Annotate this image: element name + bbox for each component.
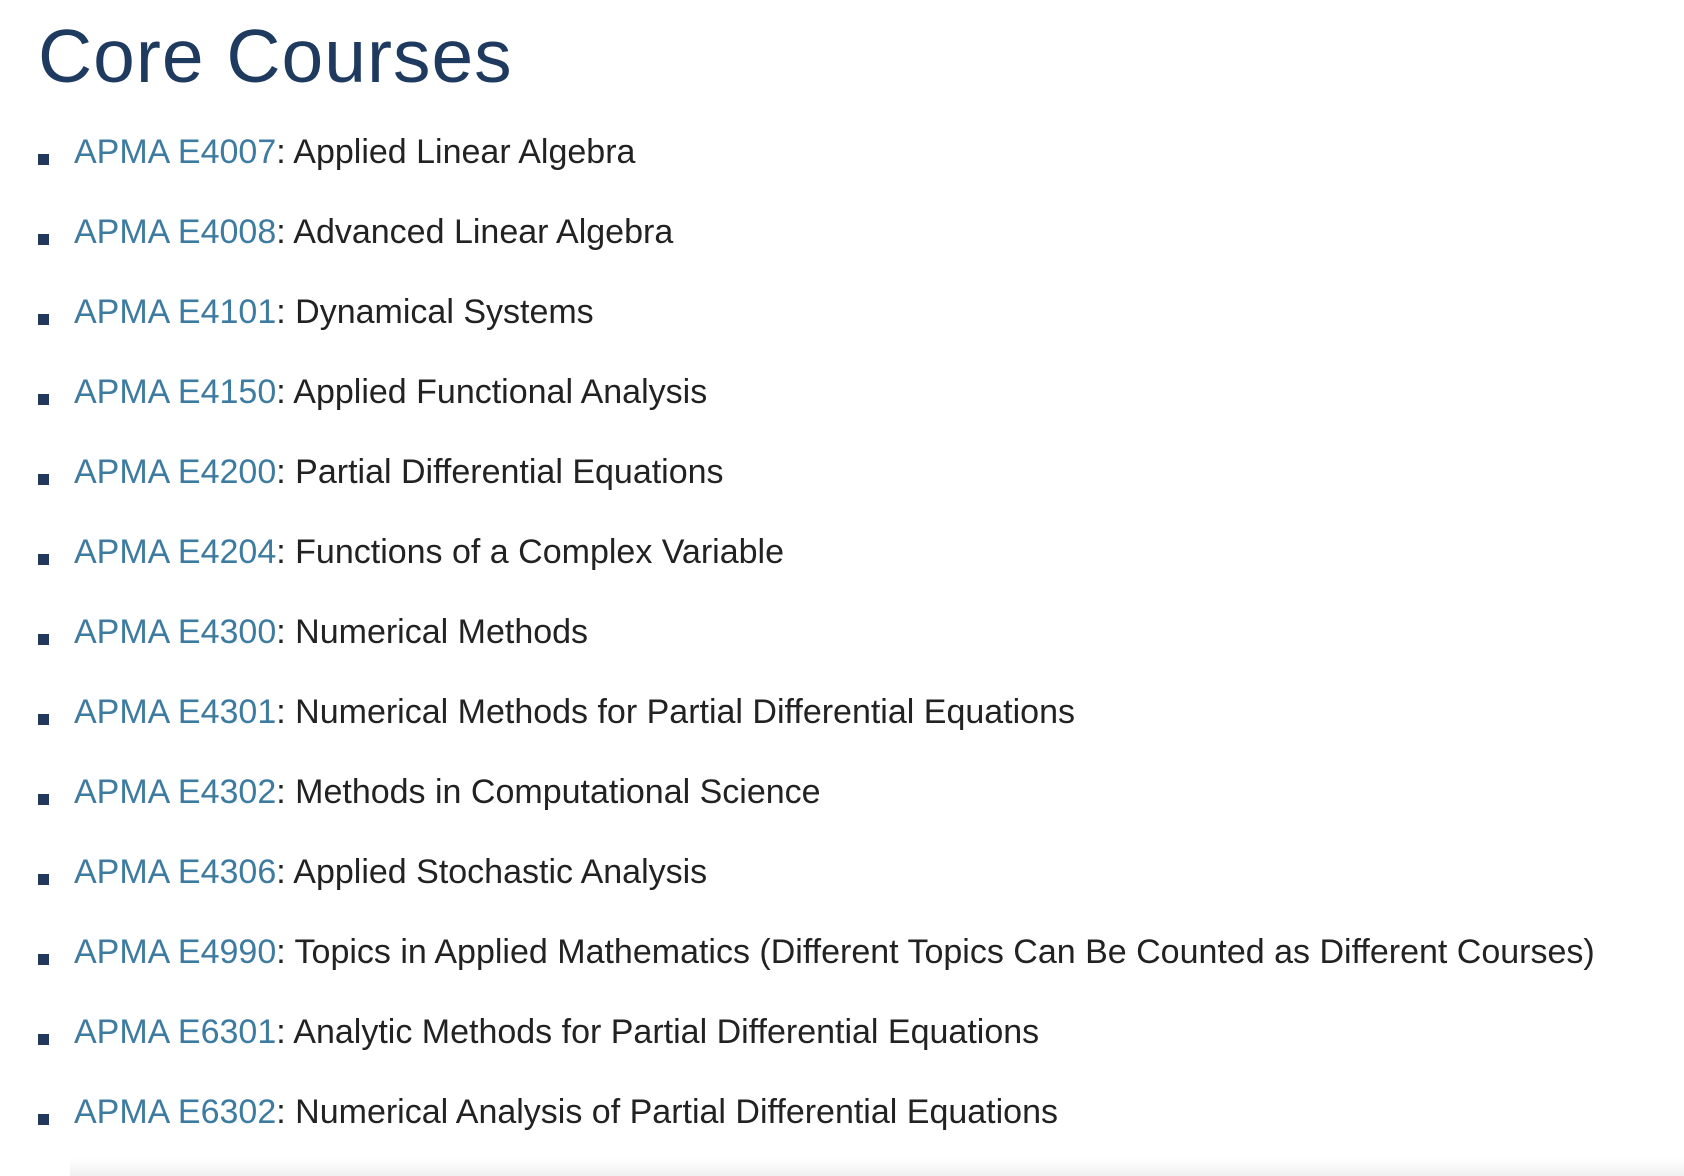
bullet-icon <box>38 714 49 725</box>
separator: : <box>276 693 296 731</box>
course-item <box>38 1072 1595 1152</box>
course-item <box>38 272 1595 352</box>
course-item <box>38 592 1595 672</box>
course-code-link[interactable]: APMA E4204 <box>74 533 277 571</box>
course-list <box>38 112 1595 1152</box>
course-code-link[interactable]: APMA E4306 <box>74 853 277 891</box>
course-code-link[interactable]: APMA E4302 <box>74 773 277 811</box>
bottom-divider <box>70 1158 1684 1176</box>
course-code-link[interactable]: APMA E4007 <box>74 133 277 171</box>
separator: : <box>276 613 296 651</box>
separator: : <box>276 1013 294 1051</box>
course-item <box>38 512 1595 592</box>
course-code-link[interactable]: APMA E4301 <box>74 693 277 731</box>
course-code-link[interactable]: APMA E6301 <box>74 1013 277 1051</box>
course-code-link[interactable]: APMA E4300 <box>74 613 277 651</box>
bullet-icon <box>38 954 49 965</box>
course-item <box>38 432 1595 512</box>
separator: : <box>276 533 296 571</box>
course-name: Dynamical Systems <box>295 293 594 331</box>
separator: : <box>276 933 295 971</box>
course-item <box>38 992 1595 1072</box>
course-item <box>38 352 1595 432</box>
separator: : <box>276 213 294 251</box>
bullet-icon <box>38 314 49 325</box>
course-name: Partial Differential Equations <box>295 453 724 491</box>
bullet-icon <box>38 474 49 485</box>
course-name: Numerical Methods for Partial Differential Equations <box>295 693 1075 731</box>
course-code-link[interactable]: APMA E4150 <box>74 373 277 411</box>
course-name: Advanced Linear Algebra <box>293 213 674 251</box>
course-code-link[interactable]: APMA E4200 <box>74 453 277 491</box>
bullet-icon <box>38 394 49 405</box>
separator: : <box>276 373 294 411</box>
page-title: Core Courses <box>38 14 513 98</box>
course-code-link[interactable]: APMA E4008 <box>74 213 277 251</box>
course-name: Applied Linear Algebra <box>293 133 636 171</box>
separator: : <box>276 1093 296 1131</box>
course-item <box>38 672 1595 752</box>
course-name: Functions of a Complex Variable <box>295 533 784 571</box>
course-code-link[interactable]: APMA E6302 <box>74 1093 277 1131</box>
bullet-icon <box>38 154 49 165</box>
separator: : <box>276 453 296 491</box>
bullet-icon <box>38 1034 49 1045</box>
course-name: Applied Stochastic Analysis <box>293 853 708 891</box>
course-item <box>38 112 1595 192</box>
course-name: Topics in Applied Mathematics (Different Topics Can Be Counted as Different Courses) <box>294 933 1595 971</box>
course-item <box>38 192 1595 272</box>
course-name: Numerical Methods <box>295 613 589 651</box>
course-code-link[interactable]: APMA E4990 <box>74 933 277 971</box>
separator: : <box>276 773 296 811</box>
bullet-icon <box>38 234 49 245</box>
course-name: Applied Functional Analysis <box>293 373 708 411</box>
separator: : <box>276 133 294 171</box>
course-item <box>38 752 1595 832</box>
course-code-link[interactable]: APMA E4101 <box>74 293 277 331</box>
separator: : <box>276 293 296 331</box>
separator: : <box>276 853 294 891</box>
course-name: Methods in Computational Science <box>295 773 821 811</box>
course-item <box>38 832 1595 912</box>
bullet-icon <box>38 634 49 645</box>
course-item <box>38 912 1595 992</box>
bullet-icon <box>38 874 49 885</box>
bullet-icon <box>38 554 49 565</box>
bullet-icon <box>38 1114 49 1125</box>
bullet-icon <box>38 794 49 805</box>
course-name: Analytic Methods for Partial Differential Equations <box>293 1013 1040 1051</box>
course-name: Numerical Analysis of Partial Differential Equations <box>295 1093 1058 1131</box>
